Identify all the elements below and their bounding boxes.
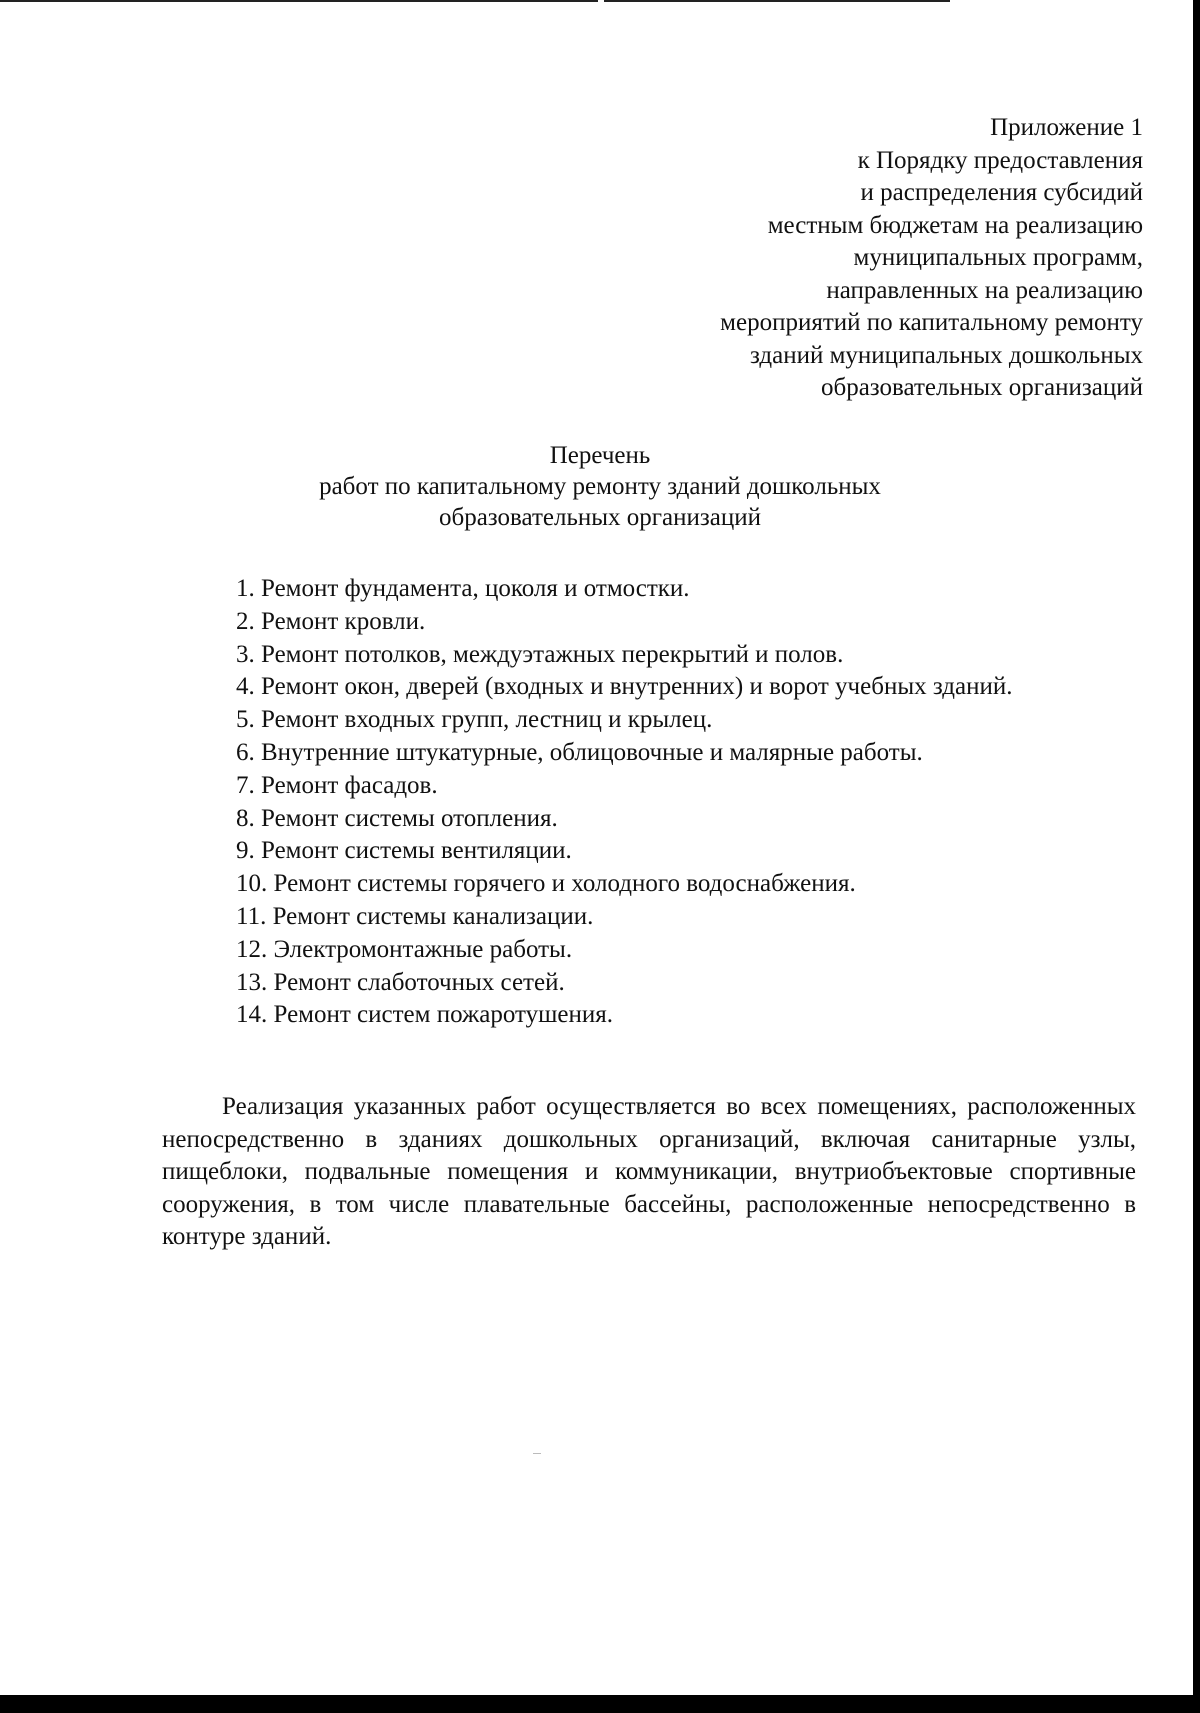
appendix-line: Приложение 1 xyxy=(990,114,1143,141)
scan-artifact xyxy=(533,1453,541,1454)
list-item: 12. Электромонтажные работы. xyxy=(236,935,573,963)
list-item: 9. Ремонт системы вентиляции. xyxy=(236,837,572,865)
appendix-line: образовательных организаций xyxy=(820,374,1143,401)
appendix-line: зданий муниципальных дошкольных xyxy=(749,341,1143,369)
title-subtitle-line: работ по капитальному ремонту зданий дошкольных xyxy=(319,473,881,500)
list-item: 6. Внутренние штукатурные, облицовочные и малярные работы. xyxy=(236,738,923,766)
scan-edge-gap xyxy=(598,0,604,3)
list-item: 4. Ремонт окон, дверей (входных и внутренних) и ворот учебных зданий. xyxy=(236,673,1013,701)
list-item: 14. Ремонт систем пожаротушения. xyxy=(236,1001,613,1029)
appendix-header xyxy=(443,112,1143,405)
appendix-line: к Порядку предоставления xyxy=(857,146,1143,174)
appendix-line: муниципальных программ, xyxy=(853,244,1143,271)
list-item: 2. Ремонт кровли. xyxy=(236,607,426,635)
appendix-line: мероприятий по капитальному ремонту xyxy=(720,309,1143,336)
appendix-line: местным бюджетам на реализацию xyxy=(767,211,1143,239)
list-item: 13. Ремонт слаботочных сетей. xyxy=(236,968,565,996)
scan-edge-top xyxy=(0,0,950,2)
list-item: 1. Ремонт фундамента, цоколя и отмостки. xyxy=(236,575,690,602)
scan-edge-bottom xyxy=(0,1695,1200,1713)
scan-edge-right xyxy=(1193,0,1200,1713)
closing-paragraph: Реализация указанных работ осуществляется во всех помещениях, расположенных непосредственно в зданиях дошкольных организаций, включая санитарные узлы, пищеблоки, подвальные помещения и коммуникации, внутриобъектовые спортивные сооружения, в том числе плавательные бассейны, расположенные непосредственно в контуре зданий. xyxy=(162,1093,1136,1250)
work-list xyxy=(236,573,1013,1032)
title-heading: Перечень xyxy=(549,442,651,469)
list-item: 10. Ремонт системы горячего и холодного водоснабжения. xyxy=(236,870,856,898)
appendix-line: направленных на реализацию xyxy=(826,276,1143,304)
document-title xyxy=(0,440,1200,533)
list-item: 8. Ремонт системы отопления. xyxy=(236,804,558,832)
list-item: 7. Ремонт фасадов. xyxy=(236,771,438,799)
title-subtitle-line: образовательных организаций xyxy=(438,504,761,531)
list-item: 11. Ремонт системы канализации. xyxy=(236,902,594,930)
list-item: 5. Ремонт входных групп, лестниц и крылец. xyxy=(236,706,713,734)
list-item: 3. Ремонт потолков, междуэтажных перекрытий и полов. xyxy=(236,640,844,668)
appendix-line: и распределения субсидий xyxy=(860,179,1143,206)
